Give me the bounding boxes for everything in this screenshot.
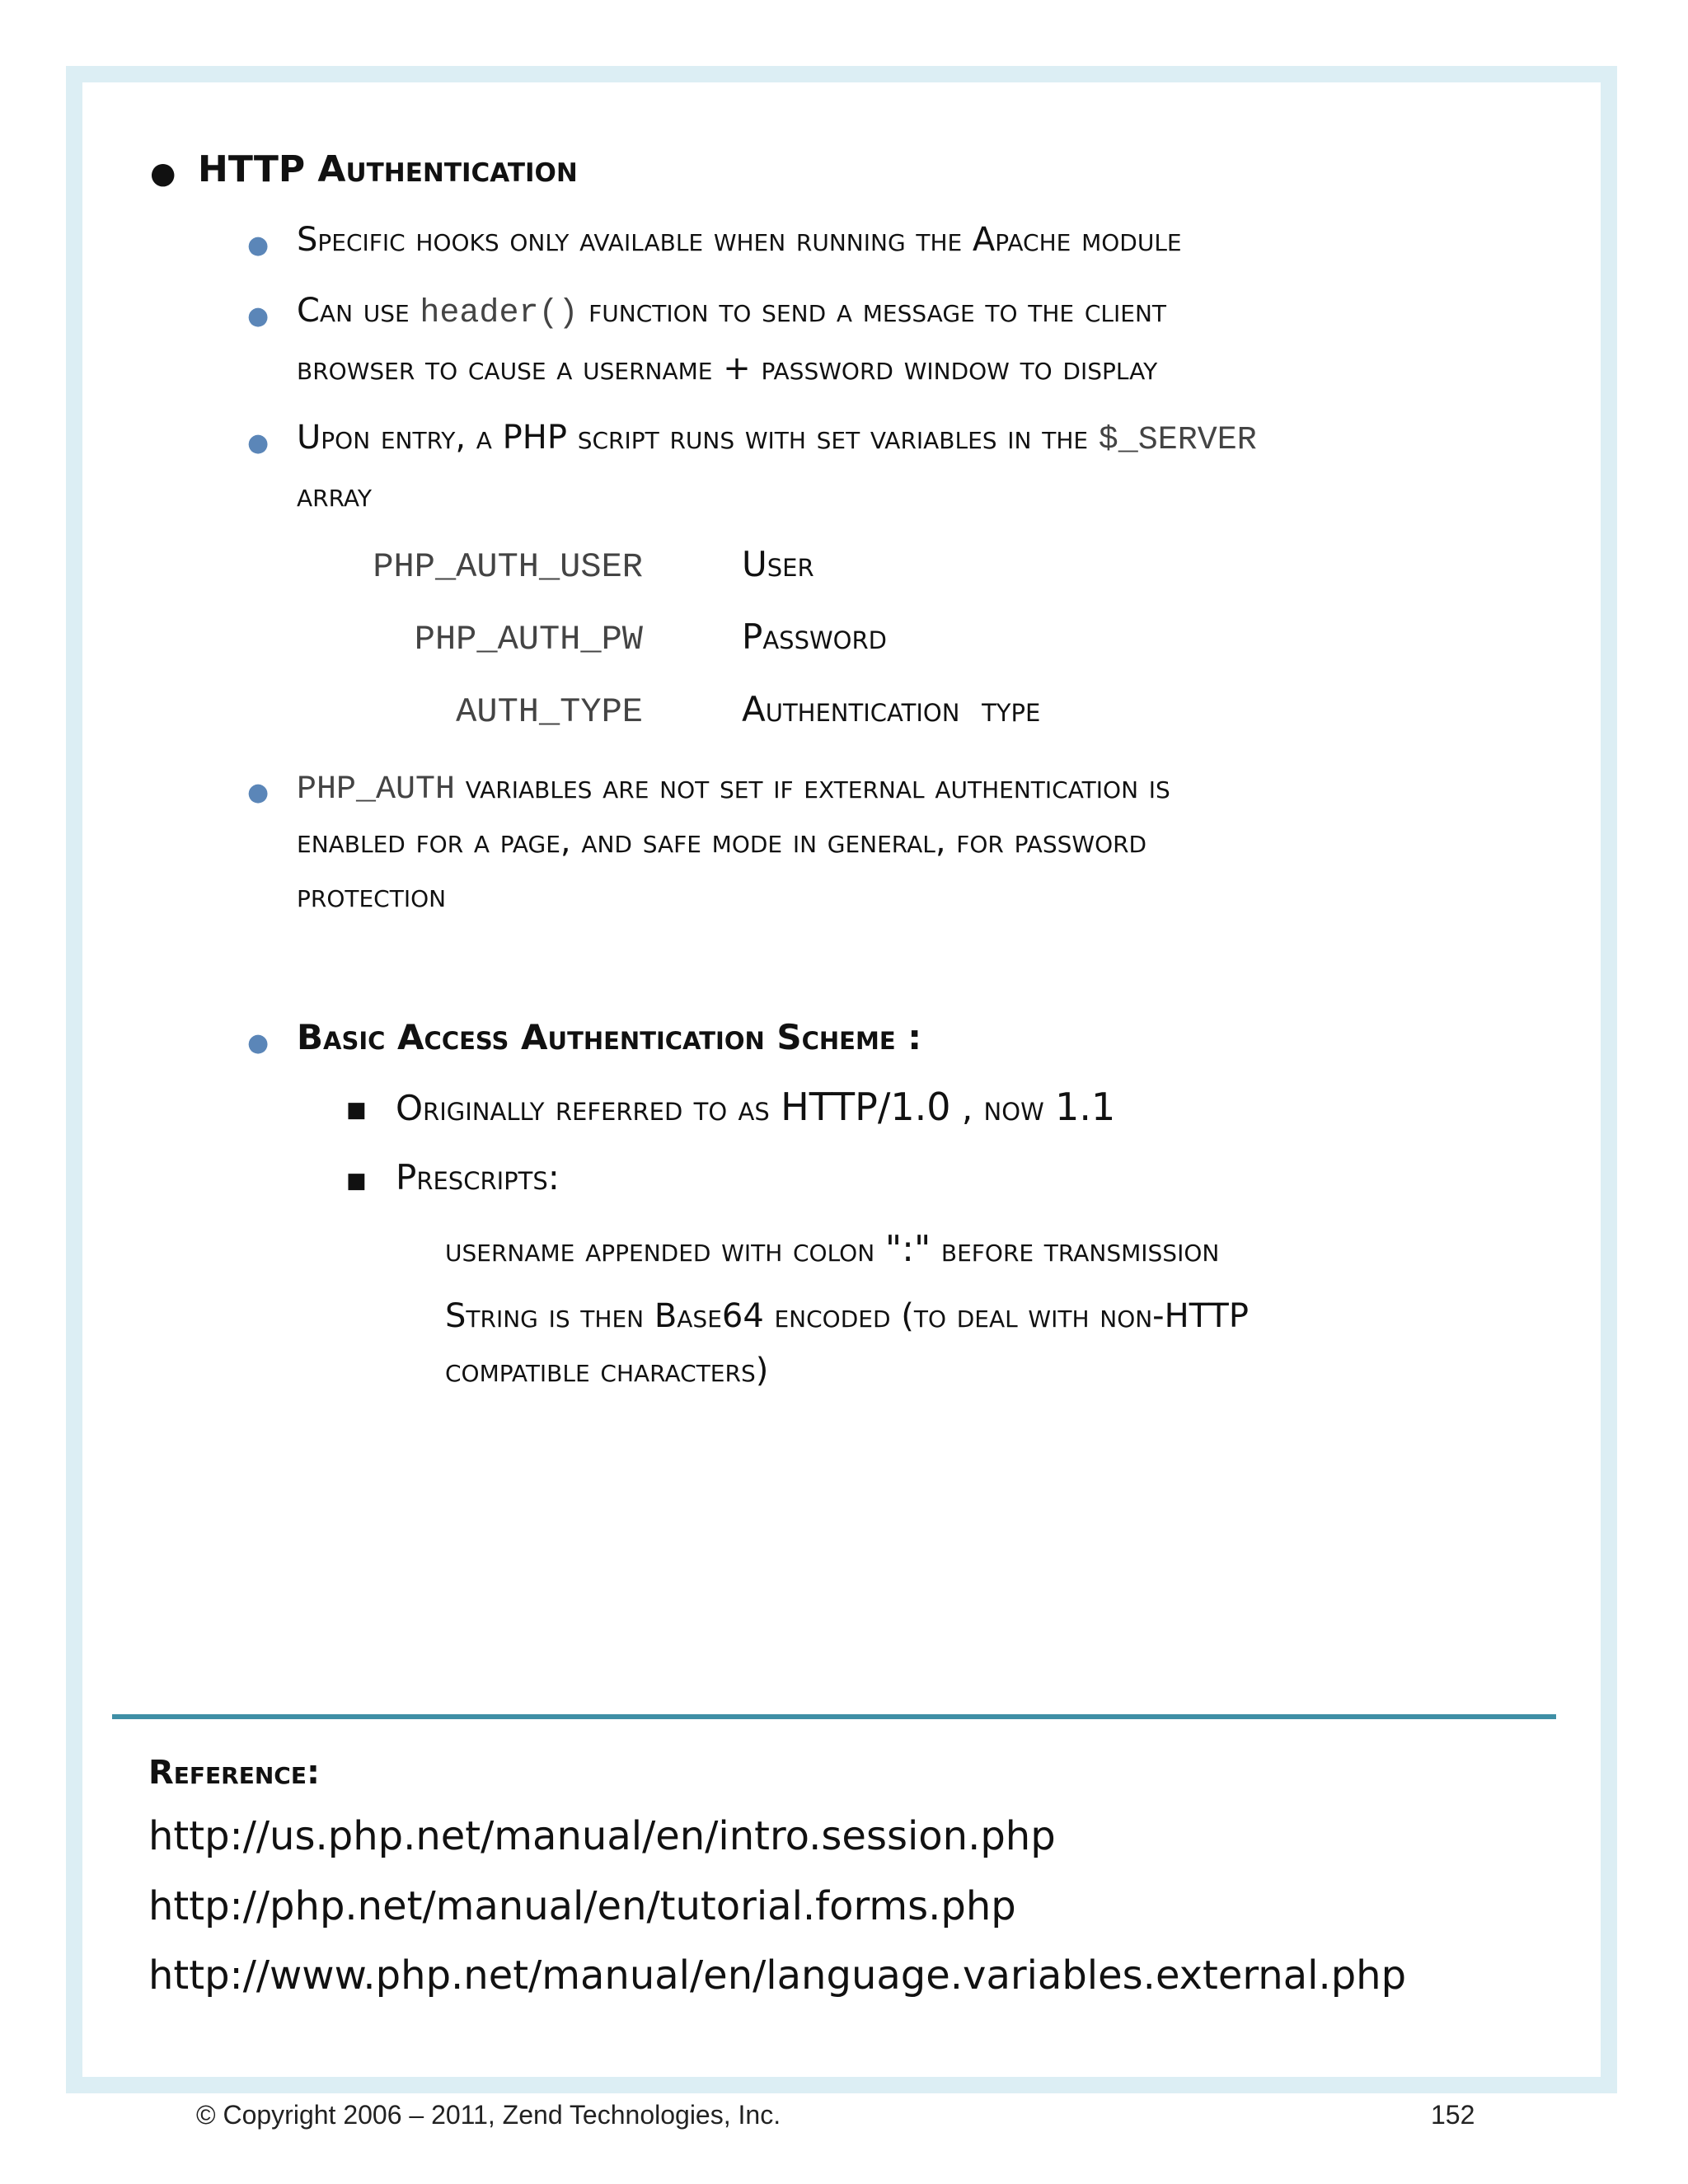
list-item-continuation: array [297,476,373,514]
list-item [297,292,1166,332]
item-text: username appended with colon [445,1231,885,1269]
item-text: function to send a message to the client [578,292,1166,330]
table-value: User [742,544,814,584]
copyright: © Copyright 2006 – 2011, Zend Technologies, Inc. [196,2100,781,2130]
version-text: HTTP/1.0 [781,1085,951,1129]
table-value: Password [742,616,887,657]
square-bullet-icon: ■ [346,1169,367,1193]
prescript-line-continuation: compatible characters) [445,1352,769,1390]
section-title: HTTP Authentication [198,148,578,190]
bullet-icon: ● [247,231,270,260]
reference-link[interactable]: http://us.php.net/manual/en/intro.session.php [148,1813,1056,1859]
item-text: before transmission [931,1231,1220,1269]
table-key: AUTH_TYPE [456,692,643,732]
item-text: Can use [297,292,420,330]
reference-link[interactable]: http://www.php.net/manual/en/language.variables.external.php [148,1952,1407,1999]
item-text: , now [950,1088,1056,1128]
bullet-icon: ● [247,302,270,330]
list-item: Prescripts: [396,1157,560,1197]
version-text: 1.1 [1055,1085,1116,1129]
item-text: Originally referred to as [396,1088,781,1128]
prescript-line [445,1228,1219,1270]
page-number: 152 [1431,2100,1475,2130]
code-server: $_SERVER [1098,422,1257,459]
table-key: PHP_AUTH_PW [414,620,643,659]
table-key: PHP_AUTH_USER [373,547,643,587]
item-text: Upon entry, a PHP script runs with set variables in the [297,419,1099,457]
bullet-icon: ● [247,778,270,807]
reference-link[interactable]: http://php.net/manual/en/tutorial.forms.php [148,1883,1016,1929]
divider [112,1714,1556,1719]
bullet-icon: ● [247,1029,270,1057]
list-item: Specific hooks only available when running the Apache module [297,221,1182,259]
subsection-title: Basic Access Authentication Scheme : [297,1017,922,1057]
list-item [297,768,1170,808]
code-header: header() [420,295,579,332]
reference-heading: Reference: [148,1754,320,1792]
bullet-icon: ● [247,429,270,457]
table-value: Authentication type [742,689,1041,729]
colon-text: ":" [884,1228,931,1270]
square-bullet-icon: ■ [346,1098,367,1122]
item-text: variables are not set if external authentication is [455,768,1170,806]
list-item-continuation: enabled for a page, and safe mode in general, for password [297,823,1147,860]
code-php-auth: PHP_AUTH [297,771,456,808]
list-item [297,419,1257,459]
list-item [396,1085,1115,1129]
list-item-continuation: protection [297,877,447,915]
prescript-line: String is then Base64 encoded (to deal with non-HTTP [445,1297,1249,1335]
list-item-continuation: browser to cause a username + password window to display [297,349,1158,387]
bullet-icon: ● [150,157,176,190]
